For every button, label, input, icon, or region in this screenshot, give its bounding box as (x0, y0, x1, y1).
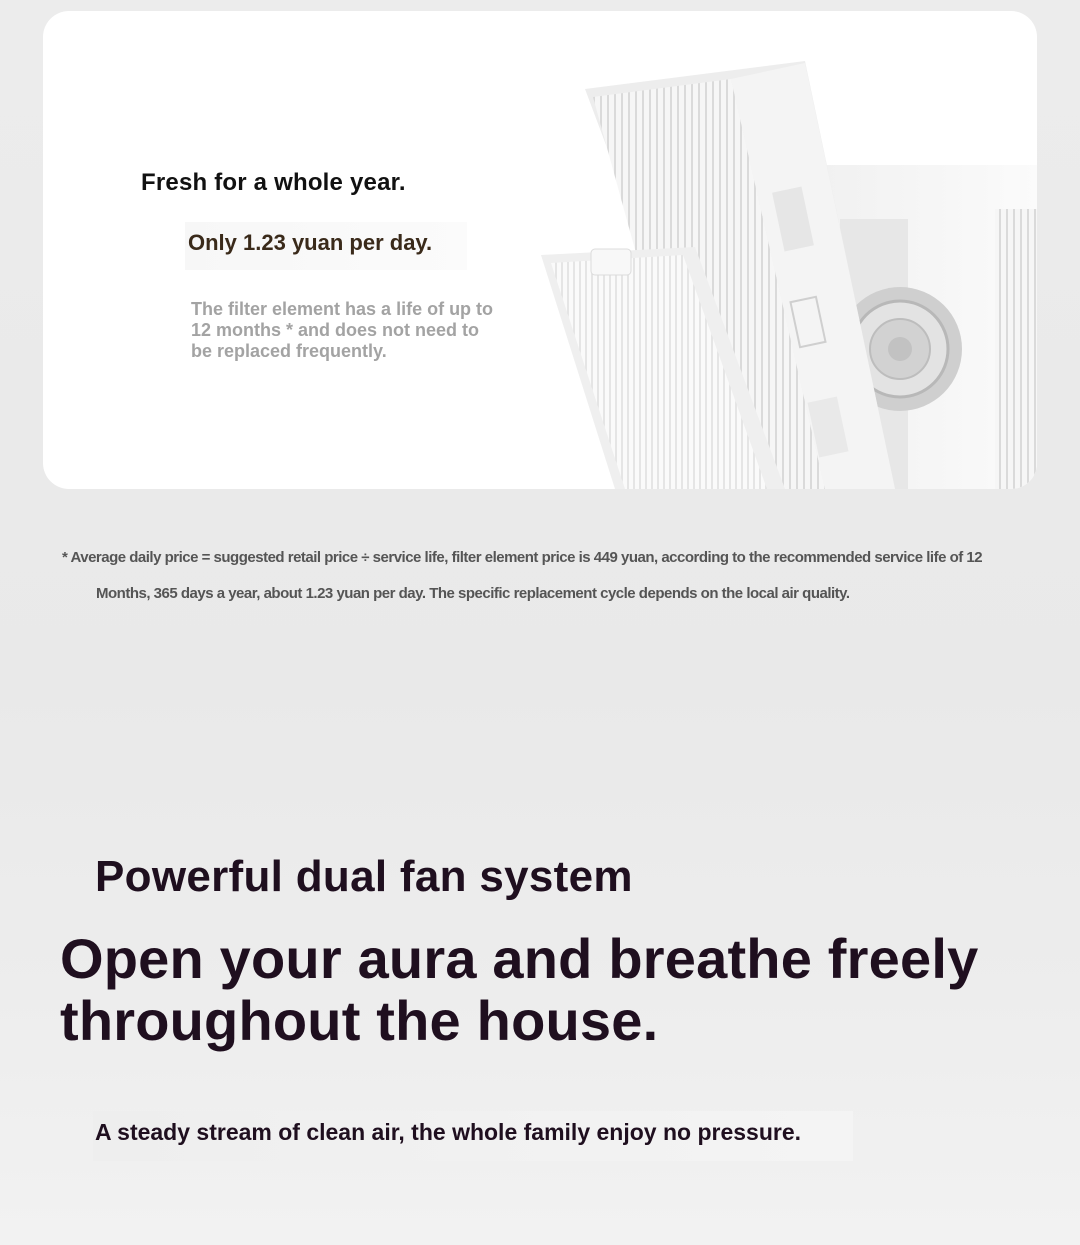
fan-section-subtitle: A steady stream of clean air, the whole family enjoy no pressure. (95, 1119, 802, 1145)
filter-promo-card (43, 11, 1037, 489)
footnote-line-2: Months, 365 days a year, about 1.23 yuan per day. The specific replacement cycle depends on the local air quality. (96, 585, 850, 602)
card-headline: Fresh for a whole year. (141, 169, 406, 196)
daily-price-text: Only 1.23 yuan per day. (188, 230, 433, 255)
footnote-line-1: * Average daily price = suggested retail price ÷ service life, filter element price is 449 yuan, according to the recommended service life of 12 (62, 549, 983, 566)
filter-life-description: The filter element has a life of up to 12 months * and does not need to be replaced frequently. (191, 299, 494, 361)
price-footnote (62, 540, 1052, 612)
air-purifier-filter-image (495, 49, 1037, 489)
fan-section-title: Powerful dual fan system (95, 852, 633, 901)
fan-section-headline: Open your aura and breathe freely throughout the house. (60, 927, 979, 1052)
